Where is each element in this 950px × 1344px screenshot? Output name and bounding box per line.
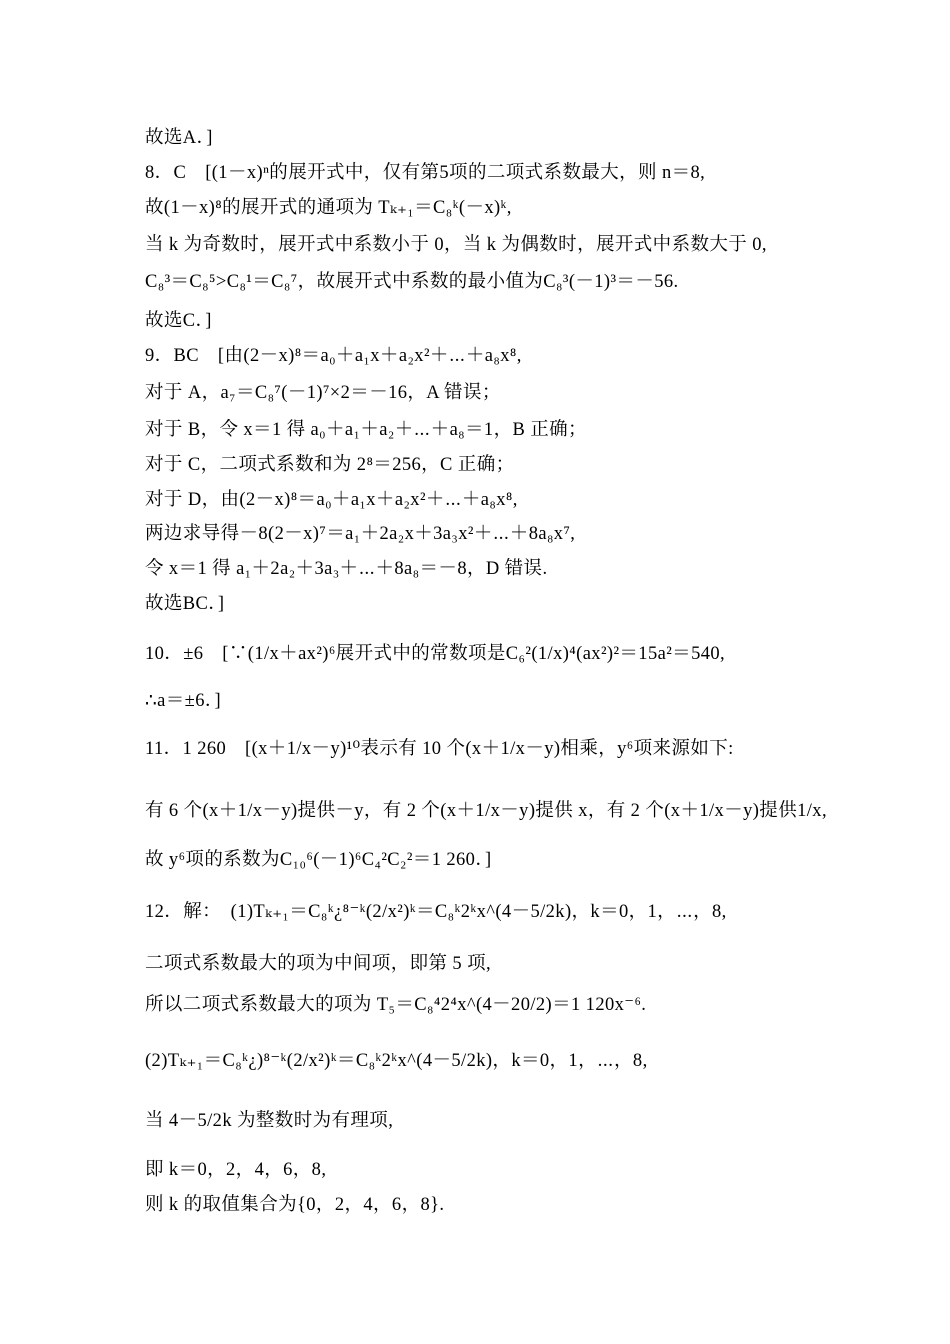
text-line-14: 故选BC．]	[145, 594, 225, 614]
text-line-13: 令 x＝1 得 a₁＋2a₂＋3a₃＋⋯＋8a₈＝－8，D 错误.	[145, 559, 548, 579]
text-line-7: 9．BC [由(2－x)⁸＝a₀＋a₁x＋a₂x²＋⋯＋a₈x⁸,	[145, 346, 522, 366]
text-line-25: 即 k＝0，2，4，6，8,	[145, 1160, 327, 1180]
text-line-23: (2)Tₖ₊₁＝C₈ᵏ¿)⁸⁻ᵏ(2/x²)ᵏ＝C₈ᵏ2ᵏx^(4－5/2k)，k＝0，1，⋯，8,	[145, 1051, 648, 1071]
text-line-2: 8．C [(1－x)ⁿ的展开式中，仅有第5项的二项式系数最大，则 n＝8,	[145, 163, 706, 183]
text-line-16: ∴a＝±6．]	[145, 691, 222, 711]
text-line-8: 对于 A，a₇＝C₈⁷(－1)⁷×2＝－16，A 错误；	[145, 383, 501, 403]
text-line-3: 故(1－x)⁸的展开式的通项为 Tₖ₊₁＝C₈ᵏ(－x)ᵏ,	[145, 198, 512, 218]
text-line-9: 对于 B，令 x＝1 得 a₀＋a₁＋a₂＋⋯＋a₈＝1，B 正确；	[145, 420, 587, 440]
text-line-11: 对于 D，由(2－x)⁸＝a₀＋a₁x＋a₂x²＋⋯＋a₈x⁸,	[145, 490, 518, 510]
text-line-21: 二项式系数最大的项为中间项，即第 5 项,	[145, 954, 492, 974]
text-line-4: 当 k 为奇数时，展开式中系数小于 0，当 k 为偶数时，展开式中系数大于 0,	[145, 235, 767, 255]
text-line-17: 11．1 260 [(x＋1/x－y)¹⁰表示有 10 个(x＋1/x－y)相乘，y⁶项来源如下:	[145, 739, 734, 759]
text-line-6: 故选C．]	[145, 311, 212, 331]
text-line-5: C₈³＝C₈⁵>C₈¹＝C₈⁷，故展开式中系数的最小值为C₈³(－1)³＝－56.	[145, 272, 679, 292]
text-line-12: 两边求导得－8(2－x)⁷＝a₁＋2a₂x＋3a₃x²＋⋯＋8a₈x⁷,	[145, 524, 576, 544]
text-line-20: 12．解： (1)Tₖ₊₁＝C₈ᵏ¿⁸⁻ᵏ(2/x²)ᵏ＝C₈ᵏ2ᵏx^(4－5/2k)，k＝0，1，⋯，8,	[145, 902, 727, 922]
text-line-10: 对于 C，二项式系数和为 2⁸＝256，C 正确；	[145, 455, 515, 475]
text-line-26: 则 k 的取值集合为{0，2，4，6，8}.	[145, 1195, 445, 1215]
text-line-22: 所以二项式系数最大的项为 T₅＝C₈⁴2⁴x^(4－20/2)＝1 120x⁻⁶.	[145, 995, 647, 1015]
text-line-24: 当 4－5/2k 为整数时为有理项,	[145, 1111, 394, 1131]
text-line-19: 故 y⁶项的系数为C₁₀⁶(－1)⁶C₄²C₂²＝1 260．]	[145, 850, 492, 870]
text-line-15: 10．±6 [∵(1/x＋ax²)⁶展开式中的常数项是C₆²(1/x)⁴(ax²)²＝15a²＝540,	[145, 644, 726, 664]
text-line-18: 有 6 个(x＋1/x－y)提供－y，有 2 个(x＋1/x－y)提供 x，有 2 个(x＋1/x－y)提供1/x,	[145, 801, 827, 821]
text-line-1: 故选A．]	[145, 128, 213, 148]
